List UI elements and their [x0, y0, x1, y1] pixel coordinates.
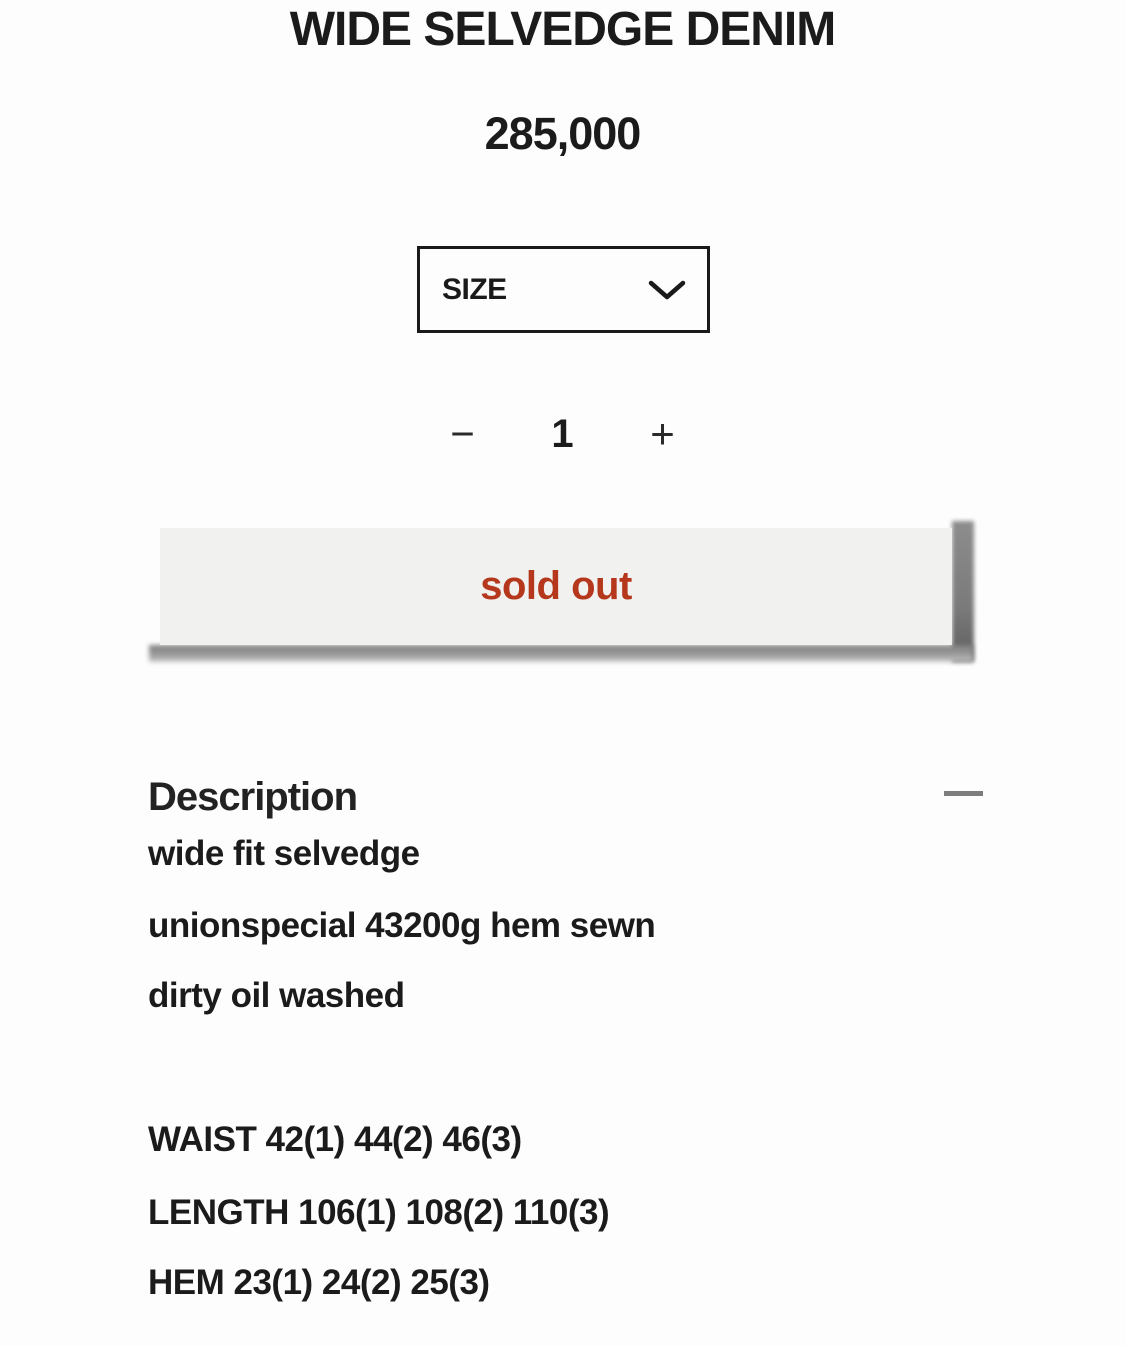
quantity-increase-button[interactable]: +: [613, 408, 713, 460]
sold-out-button-shadow-right: [952, 521, 974, 662]
size-dropdown-label: SIZE: [442, 272, 507, 306]
chevron-down-icon: [647, 277, 687, 303]
quantity-stepper: [0, 408, 1125, 460]
quantity-decrease-button[interactable]: −: [413, 408, 513, 460]
measurement-line-waist: WAIST 42(1) 44(2) 46(3): [148, 1120, 522, 1159]
quantity-value: 1: [551, 412, 574, 456]
description-heading: Description: [148, 775, 358, 819]
sold-out-button[interactable]: sold out: [160, 528, 952, 645]
description-line: wide fit selvedge: [148, 834, 420, 873]
description-line: unionspecial 43200g hem sewn: [148, 906, 656, 945]
description-line: dirty oil washed: [148, 976, 405, 1015]
size-dropdown[interactable]: [417, 246, 710, 333]
measurement-line-hem: HEM 23(1) 24(2) 25(3): [148, 1263, 490, 1302]
sold-out-button-shadow-bottom: [149, 645, 973, 662]
product-price: 285,000: [484, 108, 641, 159]
measurement-line-length: LENGTH 106(1) 108(2) 110(3): [148, 1193, 610, 1232]
collapse-section-icon[interactable]: [944, 791, 983, 796]
product-title: WIDE SELVEDGE DENIM: [289, 3, 836, 56]
